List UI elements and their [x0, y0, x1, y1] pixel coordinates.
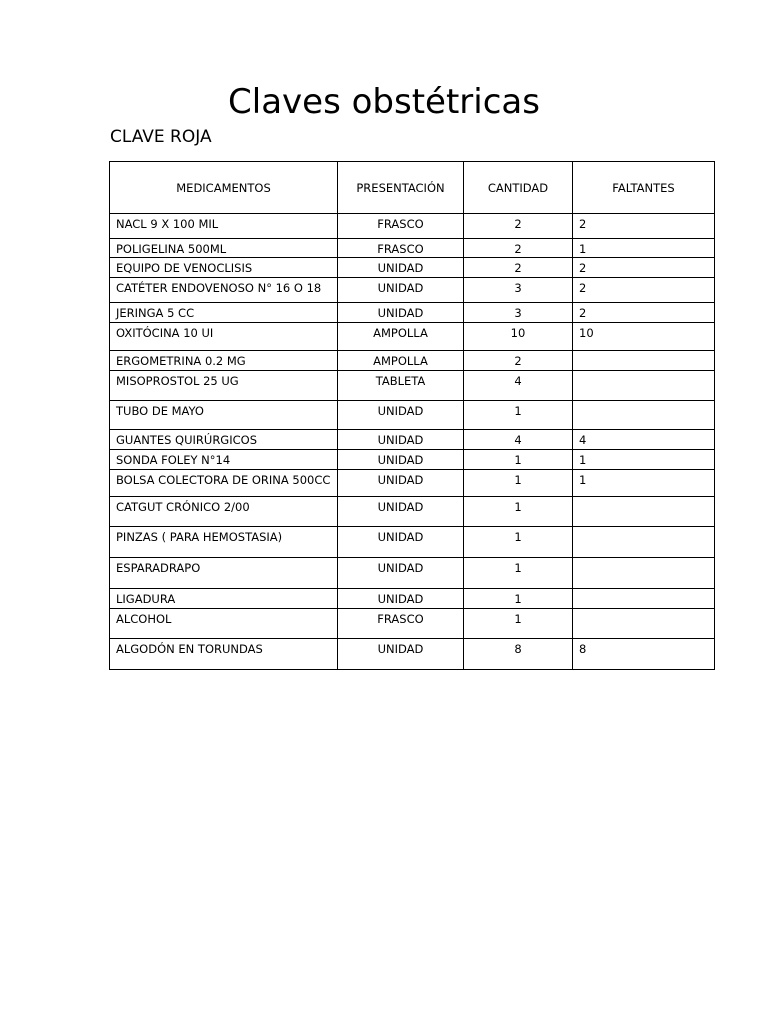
- presentation-cell: UNIDAD: [338, 527, 464, 558]
- presentation-cell: FRASCO: [338, 214, 464, 239]
- medication-name-cell: EQUIPO DE VENOCLISIS: [110, 258, 338, 278]
- medication-name-cell: OXITÓCINA 10 UI: [110, 323, 338, 351]
- quantity-cell: 1: [464, 609, 573, 639]
- quantity-cell: 2: [464, 239, 573, 258]
- presentation-cell: AMPOLLA: [338, 323, 464, 351]
- medications-table: [109, 161, 715, 670]
- presentation-cell: UNIDAD: [338, 430, 464, 450]
- missing-count-cell: [573, 371, 715, 401]
- table-row: [110, 214, 715, 239]
- medication-name-cell: NACL 9 X 100 MIL: [110, 214, 338, 239]
- quantity-cell: 10: [464, 323, 573, 351]
- missing-count-cell: [573, 558, 715, 589]
- missing-count-cell: 2: [573, 214, 715, 239]
- missing-count-cell: 8: [573, 639, 715, 670]
- table-row: [110, 430, 715, 450]
- medication-name-cell: JERINGA 5 CC: [110, 303, 338, 323]
- missing-count-cell: [573, 401, 715, 430]
- table-row: [110, 527, 715, 558]
- presentation-cell: UNIDAD: [338, 450, 464, 470]
- presentation-cell: UNIDAD: [338, 401, 464, 430]
- table-header-row: [110, 162, 715, 214]
- missing-count-cell: 1: [573, 450, 715, 470]
- medication-name-cell: BOLSA COLECTORA DE ORINA 500CC: [110, 470, 338, 497]
- medication-name-cell: ESPARADRAPO: [110, 558, 338, 589]
- quantity-cell: 1: [464, 527, 573, 558]
- presentation-cell: UNIDAD: [338, 470, 464, 497]
- presentation-cell: UNIDAD: [338, 589, 464, 609]
- header-cantidad: CANTIDAD: [464, 162, 573, 214]
- table-row: [110, 609, 715, 639]
- header-faltantes: FALTANTES: [573, 162, 715, 214]
- quantity-cell: 2: [464, 351, 573, 371]
- header-presentacion: PRESENTACIÓN: [338, 162, 464, 214]
- quantity-cell: 4: [464, 430, 573, 450]
- missing-count-cell: 2: [573, 278, 715, 303]
- presentation-cell: UNIDAD: [338, 497, 464, 527]
- medication-name-cell: MISOPROSTOL 25 UG: [110, 371, 338, 401]
- medication-name-cell: LIGADURA: [110, 589, 338, 609]
- table-row: [110, 589, 715, 609]
- table-row: [110, 278, 715, 303]
- missing-count-cell: 2: [573, 258, 715, 278]
- medication-name-cell: ALCOHOL: [110, 609, 338, 639]
- missing-count-cell: 10: [573, 323, 715, 351]
- missing-count-cell: 2: [573, 303, 715, 323]
- table-row: [110, 450, 715, 470]
- missing-count-cell: [573, 351, 715, 371]
- medication-name-cell: CATÉTER ENDOVENOSO N° 16 O 18: [110, 278, 338, 303]
- table-row: [110, 639, 715, 670]
- table-row: [110, 470, 715, 497]
- medication-name-cell: PINZAS ( PARA HEMOSTASIA): [110, 527, 338, 558]
- table-row: [110, 497, 715, 527]
- section-subtitle: CLAVE ROJA: [110, 127, 212, 147]
- quantity-cell: 2: [464, 214, 573, 239]
- missing-count-cell: 4: [573, 430, 715, 450]
- table-row: [110, 558, 715, 589]
- medication-name-cell: GUANTES QUIRÚRGICOS: [110, 430, 338, 450]
- table-row: [110, 401, 715, 430]
- medication-name-cell: ALGODÓN EN TORUNDAS: [110, 639, 338, 670]
- missing-count-cell: 1: [573, 470, 715, 497]
- page-title: Claves obstétricas: [228, 82, 540, 122]
- quantity-cell: 4: [464, 371, 573, 401]
- presentation-cell: UNIDAD: [338, 558, 464, 589]
- medication-name-cell: POLIGELINA 500ML: [110, 239, 338, 258]
- table-body: [110, 214, 715, 670]
- table-row: [110, 303, 715, 323]
- quantity-cell: 3: [464, 278, 573, 303]
- table-row: [110, 351, 715, 371]
- missing-count-cell: [573, 609, 715, 639]
- medication-name-cell: CATGUT CRÓNICO 2/00: [110, 497, 338, 527]
- presentation-cell: FRASCO: [338, 239, 464, 258]
- medication-name-cell: SONDA FOLEY N°14: [110, 450, 338, 470]
- missing-count-cell: [573, 527, 715, 558]
- quantity-cell: 1: [464, 497, 573, 527]
- missing-count-cell: [573, 589, 715, 609]
- quantity-cell: 2: [464, 258, 573, 278]
- header-medicamentos: MEDICAMENTOS: [110, 162, 338, 214]
- quantity-cell: 3: [464, 303, 573, 323]
- presentation-cell: TABLETA: [338, 371, 464, 401]
- table-row: [110, 258, 715, 278]
- medication-name-cell: TUBO DE MAYO: [110, 401, 338, 430]
- quantity-cell: 1: [464, 589, 573, 609]
- presentation-cell: UNIDAD: [338, 639, 464, 670]
- quantity-cell: 1: [464, 401, 573, 430]
- quantity-cell: 1: [464, 450, 573, 470]
- presentation-cell: UNIDAD: [338, 303, 464, 323]
- missing-count-cell: [573, 497, 715, 527]
- quantity-cell: 1: [464, 470, 573, 497]
- presentation-cell: AMPOLLA: [338, 351, 464, 371]
- medication-name-cell: ERGOMETRINA 0.2 MG: [110, 351, 338, 371]
- presentation-cell: UNIDAD: [338, 258, 464, 278]
- missing-count-cell: 1: [573, 239, 715, 258]
- table-row: [110, 239, 715, 258]
- table-row: [110, 323, 715, 351]
- presentation-cell: FRASCO: [338, 609, 464, 639]
- quantity-cell: 8: [464, 639, 573, 670]
- table-row: [110, 371, 715, 401]
- quantity-cell: 1: [464, 558, 573, 589]
- presentation-cell: UNIDAD: [338, 278, 464, 303]
